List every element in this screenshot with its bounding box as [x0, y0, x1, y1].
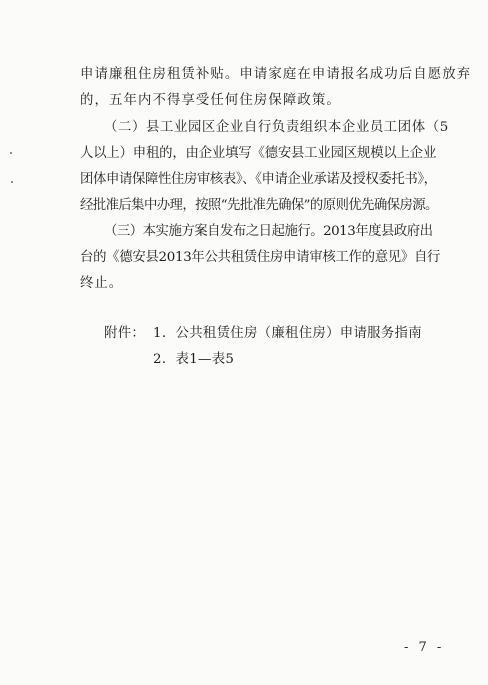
body-line: 经批准后集中办理，按照“先批准先确保”的原则优先确保房源。 — [80, 198, 438, 213]
attachment-item: 2．表1—表5 — [153, 352, 235, 367]
scan-speck — [10, 152, 12, 154]
attachments-label: 附件： — [104, 326, 146, 341]
body-line: （三）本实施方案自发布之日起施行。2013年度县政府出 — [104, 224, 433, 239]
page-number: - 7 - — [404, 640, 445, 655]
scan-speck — [11, 181, 13, 183]
body-line: （二）县工业园区企业自行负责组织本企业员工团体（5 — [104, 120, 449, 135]
body-line: 团体申请保障性住房审核表》、《申请企业承诺及授权委托书》， — [80, 172, 437, 187]
body-line: 终止。 — [80, 276, 124, 291]
body-line: 人以上）申租的，由企业填写《德安县工业园区规模以上企业 — [80, 146, 437, 161]
body-line: 的，五年内不得享受任何住房保障政策。 — [80, 93, 341, 108]
body-line: 台的《德安县2013年公共租赁住房申请审核工作的意见》自行 — [80, 250, 441, 265]
attachment-item: 1．公共租赁住房（廉租住房）申请服务指南 — [153, 326, 422, 341]
body-line: 申请廉租住房租赁补贴。申请家庭在申请报名成功后自愿放弃 — [80, 67, 472, 82]
